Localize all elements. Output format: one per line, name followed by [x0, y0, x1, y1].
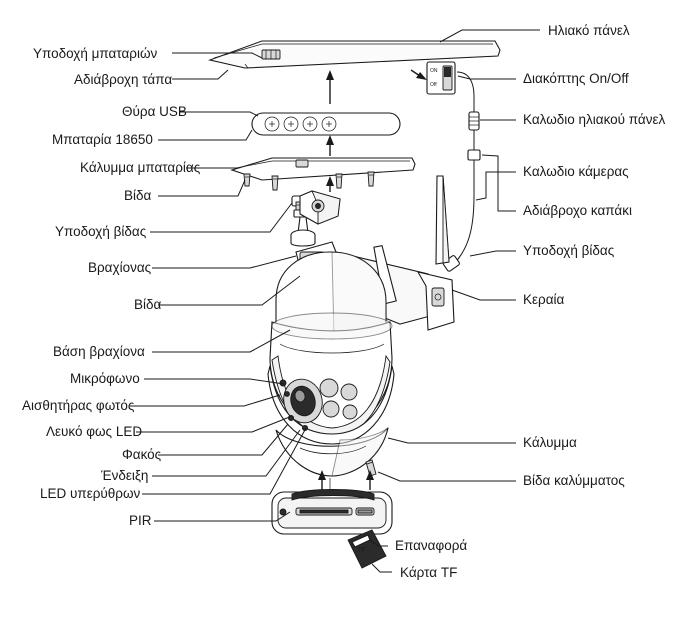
label-screw-2: Βίδα — [134, 297, 162, 312]
label-reset: Επαναφορά — [395, 538, 468, 553]
label-bracket: Βραχίονας — [88, 260, 152, 275]
label-microphone: Μικρόφωνο — [70, 371, 140, 386]
label-camera-cable: Καλωδιο κάμερας — [523, 164, 629, 179]
label-cover-screw: Βίδα καλύμματος — [523, 473, 625, 488]
label-pir: PIR — [129, 513, 152, 528]
label-light-sensor: Αισθητήρας φωτός — [22, 398, 135, 413]
bottom-module-part — [272, 478, 392, 568]
label-screw-1: Βίδα — [124, 188, 152, 203]
label-ir-led: LED υπερύθρων — [40, 486, 141, 501]
label-waterproof-cap: Αδιάβροχο καπάκι — [523, 203, 632, 218]
label-waterproof-plug: Αδιάβροχη τάπα — [74, 72, 173, 87]
label-usb-port: Θύρα USB — [122, 104, 187, 119]
battery-cover-part — [232, 158, 415, 190]
battery-18650-part — [252, 113, 400, 135]
label-battery-slot: Υποδοχή μπαταριών — [33, 46, 158, 61]
label-indicator: Ένδειξη — [101, 468, 149, 483]
bracket-part — [291, 191, 340, 246]
label-white-led: Λευκό φως LED — [46, 424, 143, 439]
label-battery-18650: Μπαταρία 18650 — [52, 132, 153, 147]
solar-panel-part — [210, 41, 500, 68]
tf-card-part — [348, 530, 386, 568]
label-screw-slot-2: Υποδοχή βίδας — [523, 243, 615, 258]
label-flashlight: Φακός — [122, 447, 162, 462]
label-tf-card: Κάρτα TF — [400, 565, 458, 580]
solar-cable-part — [457, 72, 480, 196]
label-solar-cable: Καλωδιο ηλιακού πάνελ — [523, 112, 666, 127]
label-cover: Κάλυμμα — [523, 435, 577, 450]
label-screw-slot: Υποδοχή βίδας — [55, 224, 147, 239]
label-battery-cover: Κάλυμμα μπαταρίας — [80, 160, 201, 175]
label-antenna: Κεραία — [523, 292, 565, 307]
label-bracket-base: Βάση βραχίονα — [53, 344, 145, 359]
svg-text:ON: ON — [430, 68, 438, 74]
svg-text:TF: TF — [357, 547, 366, 554]
label-solar-panel: Ηλιακό πάνελ — [548, 23, 630, 38]
label-on-off-switch: Διακόπτης On/Off — [523, 71, 629, 86]
svg-text:Off: Off — [430, 82, 437, 88]
on-off-switch-part — [427, 62, 455, 94]
